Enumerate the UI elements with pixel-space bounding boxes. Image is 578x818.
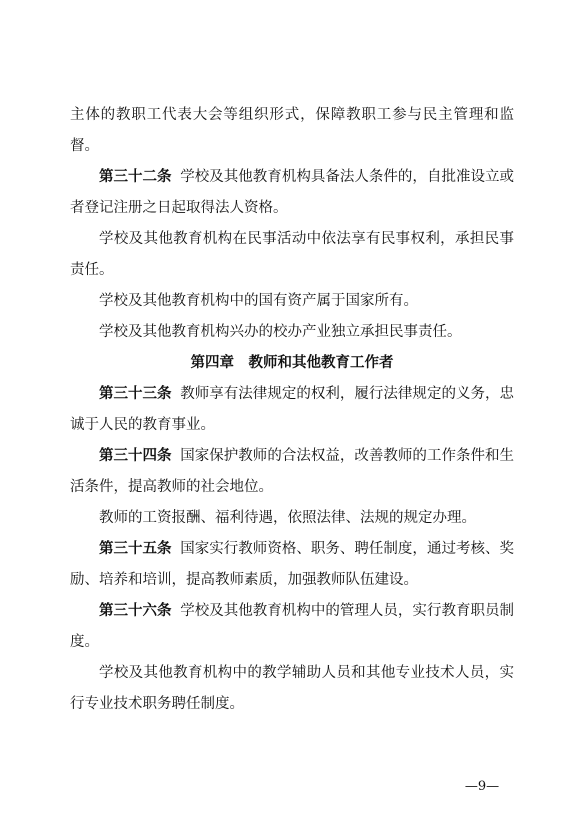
paragraph: 学校及其他教育机构中的教学辅助人员和其他专业技术人员，实行专业技术职务聘任制度。 (70, 665, 514, 712)
paragraph: 学校及其他教育机构中的国有资产属于国家所有。 (99, 293, 418, 309)
article-text: 国家保护教师的合法权益，改善教师的工作条件和生活条件，提高教师的社会地位。 (70, 448, 515, 495)
paragraph-article (70, 441, 514, 503)
paragraph: 教师的工资报酬、福利待遇，依照法律、法规的规定办理。 (99, 510, 476, 526)
paragraph-article (70, 534, 514, 596)
body-text (70, 100, 514, 720)
paragraph: 学校及其他教育机构在民事活动中依法享有民事权利，承担民事责任。 (70, 231, 514, 278)
article-text: 学校及其他教育机构具备法人条件的，自批准设立或者登记注册之日起取得法人资格。 (70, 169, 515, 216)
article-number: 第三十二条 (99, 169, 172, 185)
page-number: —9— (464, 779, 500, 794)
paragraph-article (70, 596, 514, 658)
paragraph-article (70, 379, 514, 441)
article-text: 教师享有法律规定的权利，履行法律规定的义务，忠诚于人民的教育事业。 (70, 386, 515, 433)
paragraph-article (70, 162, 514, 224)
article-text: 国家实行教师资格、职务、聘任制度，通过考核、奖励、培养和培训，提高教师素质，加强教师队伍建设。 (70, 541, 515, 588)
article-number: 第三十四条 (99, 448, 172, 464)
article-text: 学校及其他教育机构中的管理人员，实行教育职员制度。 (70, 603, 515, 650)
chapter-heading: 第四章 教师和其他教育工作者 (190, 355, 394, 371)
article-number: 第三十五条 (99, 541, 172, 557)
article-number: 第三十六条 (99, 603, 172, 619)
paragraph: 学校及其他教育机构兴办的校办产业独立承担民事责任。 (99, 324, 462, 340)
article-number: 第三十三条 (99, 386, 172, 402)
paragraph: 主体的教职工代表大会等组织形式，保障教职工参与民主管理和监督。 (70, 107, 514, 154)
